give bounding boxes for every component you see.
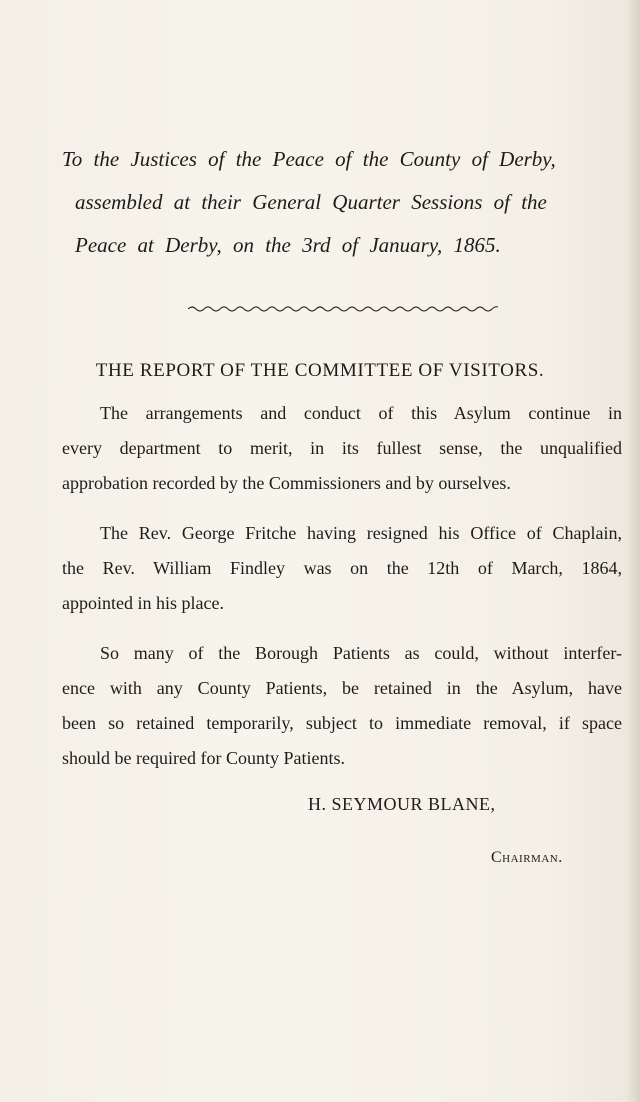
paragraph-line: been so retained temporarily, subject to immediate removal, if space (62, 713, 622, 733)
paragraph-line: the Rev. William Findley was on the 12th of March, 1864, (62, 558, 622, 578)
address-block (62, 138, 622, 267)
paragraph-asylum-conduct (62, 396, 622, 501)
paragraph-line: should be required for County Patients. (62, 748, 345, 768)
page-edge-shadow (626, 0, 640, 1102)
paragraph-line: So many of the Borough Patients as could, without interfer- (100, 643, 622, 663)
address-line-2: assembled at their General Quarter Sessions of the (75, 190, 547, 214)
paragraph-chaplain (62, 516, 622, 621)
paragraph-line: appointed in his place. (62, 593, 224, 613)
paragraph-line: The arrangements and conduct of this Asylum continue in (100, 403, 622, 423)
address-line-1: To the Justices of the Peace of the County of Derby, (62, 147, 556, 171)
signatory-name: H. SEYMOUR BLANE, (308, 794, 496, 814)
paragraph-line: approbation recorded by the Commissioners and by ourselves. (62, 473, 511, 493)
paragraph-borough-patients (62, 636, 622, 776)
paragraph-line: ence with any County Patients, be retained in the Asylum, have (62, 678, 622, 698)
paragraph-line: The Rev. George Fritche having resigned his Office of Chaplain, (100, 523, 622, 543)
signatory-title: Chairman. (491, 849, 563, 866)
wavy-rule-ornament (188, 303, 498, 315)
address-line-3: Peace at Derby, on the 3rd of January, 1865. (75, 233, 501, 257)
report-heading: THE REPORT OF THE COMMITTEE OF VISITORS. (95, 360, 545, 381)
paragraph-line: every department to merit, in its fullest sense, the unqualified (62, 438, 622, 458)
